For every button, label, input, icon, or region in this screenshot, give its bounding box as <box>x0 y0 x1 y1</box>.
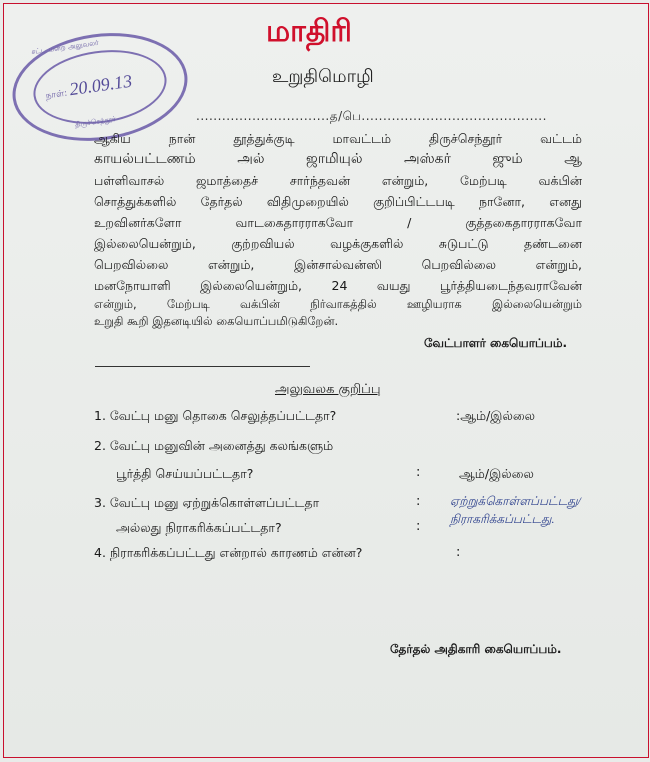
question-3-line-2: அல்லது நிராகரிக்கப்பட்டதா? <box>116 520 282 535</box>
candidate-signature-label: வேட்பாளர் கையொப்பம். <box>424 336 568 350</box>
question-4-colon: : <box>456 545 461 560</box>
question-2-colon: : <box>416 465 421 480</box>
declaration-line: என்றும், மேற்படி வக்பின் நிர்வாகத்தில் ஊழியராக இல்லையென்றும் <box>94 297 582 311</box>
document-page <box>3 3 649 758</box>
declaration-line: இல்லையென்றும், குற்றவியல் வழக்குகளில் சுடுபட்டு தண்டனை <box>94 236 582 251</box>
question-3-colon: : <box>416 494 421 509</box>
declaration-line: ஆகிய நான் தூத்துக்குடி மாவட்டம் திருச்செந்தூர் வட்டம் <box>94 131 582 146</box>
name-father-blank: ...............................த/பெ........................................... <box>196 109 547 123</box>
question-2-line-1: 2. வேட்பு மனுவின் அனைத்து கலங்களும் <box>94 438 334 453</box>
declaration-line: மனநோயாளி இல்லையென்றும், 24 வயது பூர்த்தியடைந்தவராவேன் <box>94 278 582 293</box>
stamp-bottom-text: திருச்செந்தூர் <box>74 115 117 129</box>
declaration-line: உறுதி கூறி இதனடியில் கையொப்பமிடுகிறேன். <box>94 314 339 328</box>
stamp-ring-text: சட்ட மன்ற அலுவலர் <box>30 38 100 57</box>
declaration-line: சொத்துக்களில் தேர்தல் விதிமுறையில் குறிப்பிட்டபடி நானோ, எனது <box>94 194 582 209</box>
officer-signature-label: தேர்தல் அதிகாரி கையொப்பம். <box>390 642 562 656</box>
question-1-answer: :ஆம்/இல்லை <box>456 408 536 423</box>
document-title: உறுதிமொழி <box>272 66 374 87</box>
question-3-handwritten-answer-2: நிராகரிக்கப்பட்டது. <box>450 512 555 526</box>
stamp-date-value: 20.09.13 <box>68 70 134 100</box>
signature-rule <box>95 366 310 367</box>
stamp-date-label: நாள்: <box>45 88 68 102</box>
question-1: 1. வேட்பு மனு தொகை செலுத்தப்பட்டதா? <box>94 408 337 423</box>
question-2-line-2: பூர்த்தி செய்யப்பட்டதா? <box>116 466 254 481</box>
declaration-line: பெறவில்லை என்றும், இன்சால்வன்ஸி பெறவில்லை என்றும், <box>94 257 582 272</box>
declaration-line: உறவினர்களோ வாடகைதாரராகவோ / குத்தகைதாரராகவோ <box>94 215 582 230</box>
question-3-line-1: 3. வேட்பு மனு ஏற்றுக்கொள்ளப்பட்டதா <box>94 495 320 510</box>
question-3-colon-2: : <box>416 519 421 534</box>
form-name-heading: மாதிரி <box>266 14 352 49</box>
declaration-line: பள்ளிவாசல் ஜமாத்தைச் சார்ந்தவன் என்றும், மேற்படி வக்பின் <box>94 173 582 188</box>
question-4: 4. நிராகரிக்கப்பட்டது என்றால் காரணம் என்ன? <box>94 545 363 560</box>
declaration-paragraph <box>94 128 582 330</box>
office-note-heading: அலுவலக குறிப்பு <box>275 382 381 397</box>
question-2-answer: ஆம்/இல்லை <box>459 466 534 481</box>
question-3-handwritten-answer-1: ஏற்றுக்கொள்ளப்பட்டது/ <box>450 494 581 508</box>
declaration-line: காயல்பட்டணம் அல் ஜாமியுல் அஸ்கர் ஜும் ஆ <box>94 151 582 167</box>
